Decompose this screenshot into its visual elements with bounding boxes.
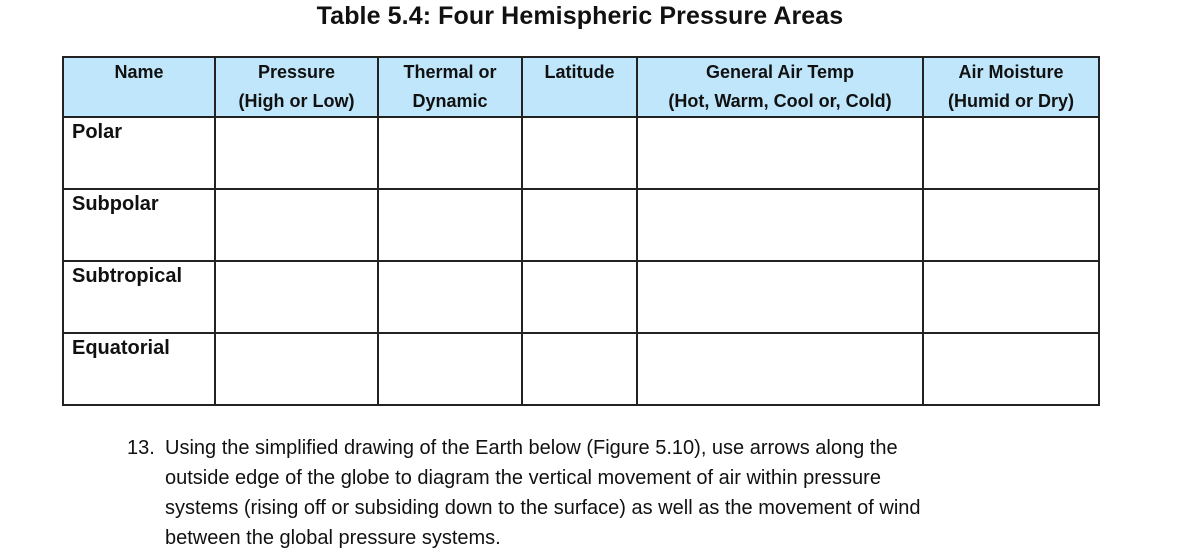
- air-moisture-cell[interactable]: [923, 189, 1099, 261]
- header-latitude: Latitude: [522, 57, 637, 117]
- air-temp-cell[interactable]: [637, 189, 923, 261]
- thermal-dynamic-cell[interactable]: [378, 261, 522, 333]
- pressure-cell[interactable]: [215, 189, 378, 261]
- latitude-cell[interactable]: [522, 333, 637, 405]
- pressure-cell[interactable]: [215, 261, 378, 333]
- table-row: [63, 117, 1099, 189]
- question-line: between the global pressure systems.: [165, 527, 501, 549]
- table-row: [63, 261, 1099, 333]
- question-number: 13.: [127, 437, 155, 459]
- latitude-cell[interactable]: [522, 189, 637, 261]
- air-temp-cell[interactable]: [637, 333, 923, 405]
- pressure-cell[interactable]: [215, 117, 378, 189]
- header-thermal-or-dynamic: Thermal or Dynamic: [378, 57, 522, 117]
- air-moisture-cell[interactable]: [923, 333, 1099, 405]
- air-temp-cell[interactable]: [637, 117, 923, 189]
- question-line: Using the simplified drawing of the Earth below (Figure 5.10), use arrows along the: [165, 437, 898, 459]
- table-row: [63, 189, 1099, 261]
- row-name-polar: Polar: [63, 117, 215, 189]
- header-general-air-temp: General Air Temp (Hot, Warm, Cool or, Cold): [637, 57, 923, 117]
- air-moisture-cell[interactable]: [923, 117, 1099, 189]
- pressure-areas-table: [62, 56, 1100, 406]
- latitude-cell[interactable]: [522, 261, 637, 333]
- thermal-dynamic-cell[interactable]: [378, 189, 522, 261]
- header-name: Name: [63, 57, 215, 117]
- thermal-dynamic-cell[interactable]: [378, 333, 522, 405]
- table-title: Table 5.4: Four Hemispheric Pressure Areas: [316, 2, 844, 30]
- header-air-moisture: Air Moisture (Humid or Dry): [923, 57, 1099, 117]
- question-line: systems (rising off or subsiding down to the surface) as well as the movement of wind: [165, 497, 921, 519]
- row-name-subpolar: Subpolar: [63, 189, 215, 261]
- air-temp-cell[interactable]: [637, 261, 923, 333]
- question-13: [127, 433, 1087, 553]
- header-pressure: Pressure (High or Low): [215, 57, 378, 117]
- air-moisture-cell[interactable]: [923, 261, 1099, 333]
- question-line: outside edge of the globe to diagram the vertical movement of air within pressure: [165, 467, 881, 489]
- table-header-row: [63, 57, 1099, 117]
- latitude-cell[interactable]: [522, 117, 637, 189]
- table-row: [63, 333, 1099, 405]
- thermal-dynamic-cell[interactable]: [378, 117, 522, 189]
- row-name-subtropical: Subtropical: [63, 261, 215, 333]
- pressure-cell[interactable]: [215, 333, 378, 405]
- row-name-equatorial: Equatorial: [63, 333, 215, 405]
